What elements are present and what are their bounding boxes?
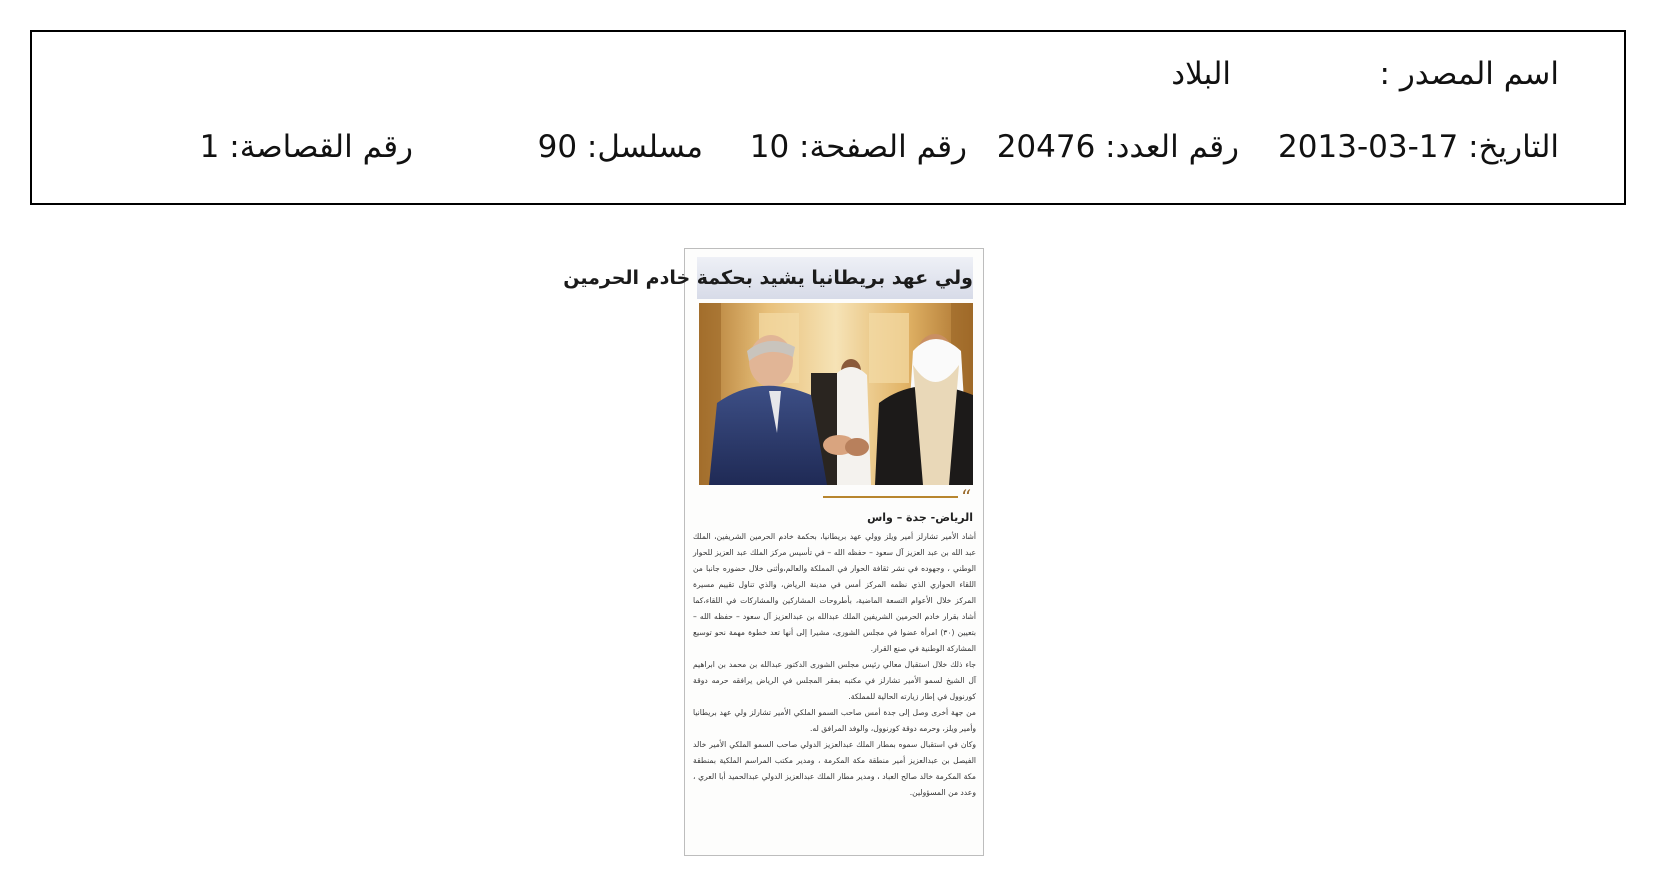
article-paragraph: وكان في استقبال سموه بمطار الملك عبدالعزيز الدولي صاحب السمو الملكي الأمير خالد الفيصل بن عبدالعزيز أمير منطقة مكة المكرمة ، ومدير مكتب المراسم الملكية بمنطقة مكة المكرمة خالد صالح العباد ، ومدير مطار الملك عبدالعزيز الدولي عبدالحميد أبا العري ، وعدد من المسؤولين.	[693, 740, 976, 797]
article-paragraph: من جهة أخرى وصل إلى جدة أمس صاحب السمو الملكي الأمير تشارلز ولي عهد بريطانيا وأمير ويلز، وحرمه دوقة كورنوول، والوفد المرافق له.	[693, 708, 976, 733]
date-field: التاريخ: 17-03-2013	[1278, 129, 1559, 165]
article-dateline: الرياض- جدة – واس	[867, 511, 973, 524]
issue-number-field: رقم العدد: 20476	[996, 129, 1239, 165]
source-value: البلاد	[1171, 56, 1231, 92]
article-paragraph: أشاد الأمير تشارلز أمير ويلز وولي عهد بريطانيا، بحكمة خادم الحرمين الشريفين، الملك عبد الله بن عبد العزيز آل سعود – حفظه الله – في تأسيس مركز الملك عبد العزيز للحوار الوطني ، وجهوده في نشر ثقافة الحوار في المملكة والعالم،وأثنى خلال حضوره جانبا من اللقاء الحواري الذي نظمه المركز أمس في مدينة الرياض، والذي تناول تقييم مسيرة المركز خلال الأعوام التسعة الماضية، بأطروحات المشاركين والمشاركات في اللقاء،كما أشاد بقرار خادم الحرمين الشريفين الملك عبدالله بن عبدالعزيز آل سعود – حفظه الله – بتعيين (٣٠) امرأة عضوا في مجلس الشورى، مشيرا إلى أنها تعد خطوة مهمة نحو توسيع المشاركة الوطنية في صنع القرار.	[693, 532, 977, 653]
clip-number-field: رقم القصاصة: 1	[199, 129, 413, 165]
article-headline: ولي عهد بريطانيا يشيد بحكمة خادم الحرمين	[697, 257, 973, 299]
article-paragraph: جاء ذلك خلال استقبال معالي رئيس مجلس الشورى الدكتور عبدالله بن محمد بن ابراهيم آل الشيخ لسمو الأمير تشارلز في مكتبه بمقر المجلس في الرياض يرافقه حرمه دوقة كورنوول في إطار زيارته الحالية للمملكة.	[693, 660, 976, 701]
article-body	[693, 529, 976, 801]
newspaper-clipping	[563, 248, 984, 856]
page-number-field: رقم الصفحة: 10	[749, 129, 967, 165]
source-label: اسم المصدر :	[1379, 56, 1559, 92]
divider-rule	[823, 496, 958, 498]
quote-mark: “	[961, 485, 972, 509]
serial-field: مسلسل: 90	[537, 129, 703, 165]
article-photo	[699, 303, 973, 485]
